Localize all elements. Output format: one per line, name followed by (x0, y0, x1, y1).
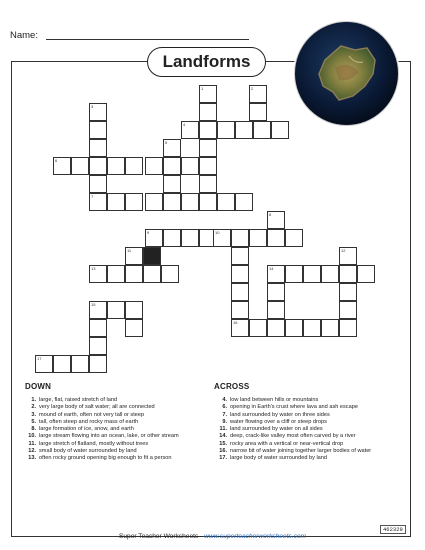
crossword-cell[interactable] (89, 139, 107, 157)
across-clue-list (217, 397, 407, 463)
clue-number: 16. (219, 448, 227, 455)
down-clue (26, 433, 206, 440)
crossword-cell[interactable] (339, 319, 357, 337)
crossword-cell[interactable] (89, 337, 107, 355)
crossword-cell[interactable] (231, 319, 249, 337)
crossword-cell[interactable] (53, 157, 71, 175)
clue-number: 14. (219, 433, 227, 440)
clue-number: 4. (222, 397, 227, 403)
crossword-cell[interactable] (321, 319, 339, 337)
down-clue (26, 448, 206, 455)
clue-text: very large body of salt water; all are connected (39, 404, 155, 411)
crossword-cell[interactable] (199, 103, 217, 121)
clue-number: 17 (37, 356, 42, 361)
crossword-cell[interactable] (35, 355, 53, 373)
down-clue (26, 397, 206, 404)
clue-number: 14 (269, 266, 274, 271)
crossword-cell[interactable] (181, 229, 199, 247)
clue-number: 8 (269, 212, 272, 217)
clue-text: large stream flowing into an ocean, lake, or other stream (39, 433, 179, 440)
clue-number: 15. (219, 440, 227, 447)
clue-text: deep, crack-like valley most often carved by a river (230, 433, 356, 440)
crossword-cell[interactable] (339, 301, 357, 319)
crossword-cell[interactable] (321, 265, 339, 283)
clue-text: land surrounded by water on all sides (230, 426, 323, 433)
crossword-cell[interactable] (71, 157, 89, 175)
clue-number: 17. (219, 455, 227, 462)
crossword-cell[interactable] (163, 175, 181, 193)
crossword-cell[interactable] (89, 103, 107, 121)
clue-number: 5. (31, 418, 36, 425)
clue-number: 9 (147, 230, 150, 235)
clue-text: often rocky ground opening big enough to fit a person (39, 455, 172, 462)
crossword-cell[interactable] (231, 301, 249, 319)
crossword-cell[interactable] (145, 229, 163, 247)
across-clue (217, 426, 407, 433)
crossword-cell[interactable] (303, 319, 321, 337)
clue-number: 16 (233, 320, 238, 325)
crossword-cell[interactable] (267, 283, 285, 301)
across-clue (217, 404, 407, 411)
across-clue (217, 433, 407, 440)
crossword-cell[interactable] (145, 193, 163, 211)
down-clue (26, 404, 206, 411)
across-clue (217, 419, 407, 426)
clue-number: 8. (31, 426, 36, 433)
clue-number: 1. (31, 397, 36, 403)
across-clue (217, 441, 407, 448)
clue-number: 7. (222, 411, 227, 418)
crossword-cell[interactable] (125, 157, 143, 175)
crossword-cell[interactable] (89, 175, 107, 193)
crossword-cell[interactable] (285, 265, 303, 283)
crossword-cell[interactable] (199, 157, 217, 175)
name-label: Name: (10, 30, 38, 41)
clue-text: water flowing over a cliff or steep drops (230, 418, 327, 425)
clue-number: 11. (219, 426, 227, 433)
across-clue (217, 412, 407, 419)
crossword-cell[interactable] (285, 319, 303, 337)
clue-text: rocky area with a vertical or near-vertical drop (230, 440, 344, 447)
title-text: Landforms (162, 52, 251, 71)
crossword-cell[interactable] (199, 121, 217, 139)
crossword-cell[interactable] (339, 247, 357, 265)
crossword-cell[interactable] (231, 265, 249, 283)
across-clue (217, 397, 407, 404)
across-clue (217, 448, 407, 455)
crossword-cell[interactable] (107, 193, 125, 211)
crossword-cell[interactable] (303, 265, 321, 283)
crossword-cell[interactable] (199, 193, 217, 211)
clue-number: 10 (215, 230, 220, 235)
crossword-cell[interactable] (217, 193, 235, 211)
crossword-cell[interactable] (163, 229, 181, 247)
crossword-cell[interactable] (339, 283, 357, 301)
down-clue (26, 426, 206, 433)
crossword-cell[interactable] (89, 121, 107, 139)
crossword-cell[interactable] (107, 301, 125, 319)
crossword-cell[interactable] (199, 139, 217, 157)
crossword-cell[interactable] (249, 229, 267, 247)
crossword-cell[interactable] (231, 247, 249, 265)
crossword-cell[interactable] (107, 157, 125, 175)
clue-number: 12. (28, 448, 36, 455)
clue-number: 5 (165, 140, 168, 145)
clue-number: 9. (222, 418, 227, 425)
crossword-cell[interactable] (217, 121, 235, 139)
clue-number: 2 (251, 86, 254, 91)
crossword-cell[interactable] (125, 301, 143, 319)
clue-text: large body of water surrounded by land (230, 455, 328, 462)
down-clue (26, 419, 206, 426)
clue-text: low land between hills or mountains (230, 397, 319, 403)
clue-number: 6. (222, 404, 227, 411)
crossword-cell[interactable] (89, 265, 107, 283)
crossword-cell[interactable] (89, 157, 107, 175)
crossword-cell[interactable] (339, 265, 357, 283)
clue-number: 10. (28, 433, 36, 440)
crossword-blocked-cell (143, 247, 161, 265)
crossword-cell[interactable] (231, 283, 249, 301)
across-clue (217, 455, 407, 462)
crossword-cell[interactable] (89, 193, 107, 211)
crossword-cell[interactable] (89, 301, 107, 319)
crossword-cell[interactable] (71, 355, 89, 373)
crossword-cell[interactable] (267, 265, 285, 283)
down-clue-list (26, 397, 206, 463)
footer-brand: Super Teacher Worksheets - (118, 533, 205, 540)
down-clue (26, 412, 206, 419)
crossword-cell[interactable] (89, 355, 107, 373)
crossword-cell[interactable] (231, 229, 249, 247)
across-heading: ACROSS (214, 382, 250, 391)
crossword-cell[interactable] (267, 301, 285, 319)
crossword-cell[interactable] (163, 193, 181, 211)
crossword-cell[interactable] (267, 211, 285, 229)
crossword-cell[interactable] (249, 319, 267, 337)
crossword-cell[interactable] (125, 193, 143, 211)
clue-text: large formation of ice, snow, and earth (39, 426, 134, 433)
clue-number: 12 (341, 248, 346, 253)
crossword-cell[interactable] (199, 85, 217, 103)
clue-number: 4 (183, 122, 186, 127)
crossword-cell[interactable] (107, 265, 125, 283)
crossword-cell[interactable] (267, 319, 285, 337)
clue-number: 2. (31, 404, 36, 411)
crossword-cell[interactable] (213, 229, 231, 247)
clue-number: 11 (127, 248, 132, 253)
clue-number: 13. (28, 455, 36, 462)
clue-text: narrow bit of water joining together larger bodies of water (230, 448, 372, 455)
crossword-cell[interactable] (249, 103, 267, 121)
crossword-cell[interactable] (163, 157, 181, 175)
crossword-cell[interactable] (143, 265, 161, 283)
down-heading: DOWN (25, 382, 52, 391)
crossword-cell[interactable] (253, 121, 271, 139)
crossword-cell[interactable] (271, 121, 289, 139)
clue-number: 15 (91, 302, 96, 307)
crossword-cell[interactable] (181, 121, 199, 139)
down-clue (26, 455, 206, 462)
clue-text: large stretch of flatland, mostly without trees (39, 440, 149, 447)
worksheet-code: 462329 (380, 525, 406, 534)
crossword-cell[interactable] (125, 265, 143, 283)
clue-number: 7 (91, 194, 94, 199)
clue-number: 1 (201, 86, 204, 91)
clue-number: 13 (91, 266, 96, 271)
clue-text: small body of water surrounded by land (39, 448, 137, 455)
crossword-cell[interactable] (53, 355, 71, 373)
crossword-cell[interactable] (199, 175, 217, 193)
clue-text: opening in Earth's crust where lava and ash escape (230, 404, 358, 411)
down-clue (26, 441, 206, 448)
clue-text: land surrounded by water on three sides (230, 411, 330, 418)
clue-text: large, flat, raised stretch of land (39, 397, 118, 403)
crossword-cell[interactable] (181, 193, 199, 211)
crossword-cell[interactable] (249, 85, 267, 103)
footer-link[interactable]: www.superteacherworksheets.com (204, 533, 307, 540)
crossword-cell[interactable] (125, 247, 143, 265)
crossword-cell[interactable] (161, 265, 179, 283)
crossword-cell[interactable] (89, 319, 107, 337)
clue-number: 11. (28, 440, 36, 447)
crossword-cell[interactable] (267, 229, 285, 247)
clue-number: 3 (91, 104, 94, 109)
crossword-cell[interactable] (125, 319, 143, 337)
clue-number: 6 (55, 158, 58, 163)
crossword-cell[interactable] (357, 265, 375, 283)
crossword-cell[interactable] (181, 157, 199, 175)
crossword-cell[interactable] (235, 193, 253, 211)
footer (0, 533, 425, 540)
clue-text: tall, often steep and rocky mass of earth (39, 418, 139, 425)
clue-number: 3. (31, 411, 36, 418)
crossword-cell[interactable] (235, 121, 253, 139)
crossword-cell[interactable] (285, 229, 303, 247)
crossword-cell[interactable] (145, 157, 163, 175)
clue-text: mound of earth, often not very tall or steep (39, 411, 145, 418)
crossword-cell[interactable] (163, 139, 181, 157)
